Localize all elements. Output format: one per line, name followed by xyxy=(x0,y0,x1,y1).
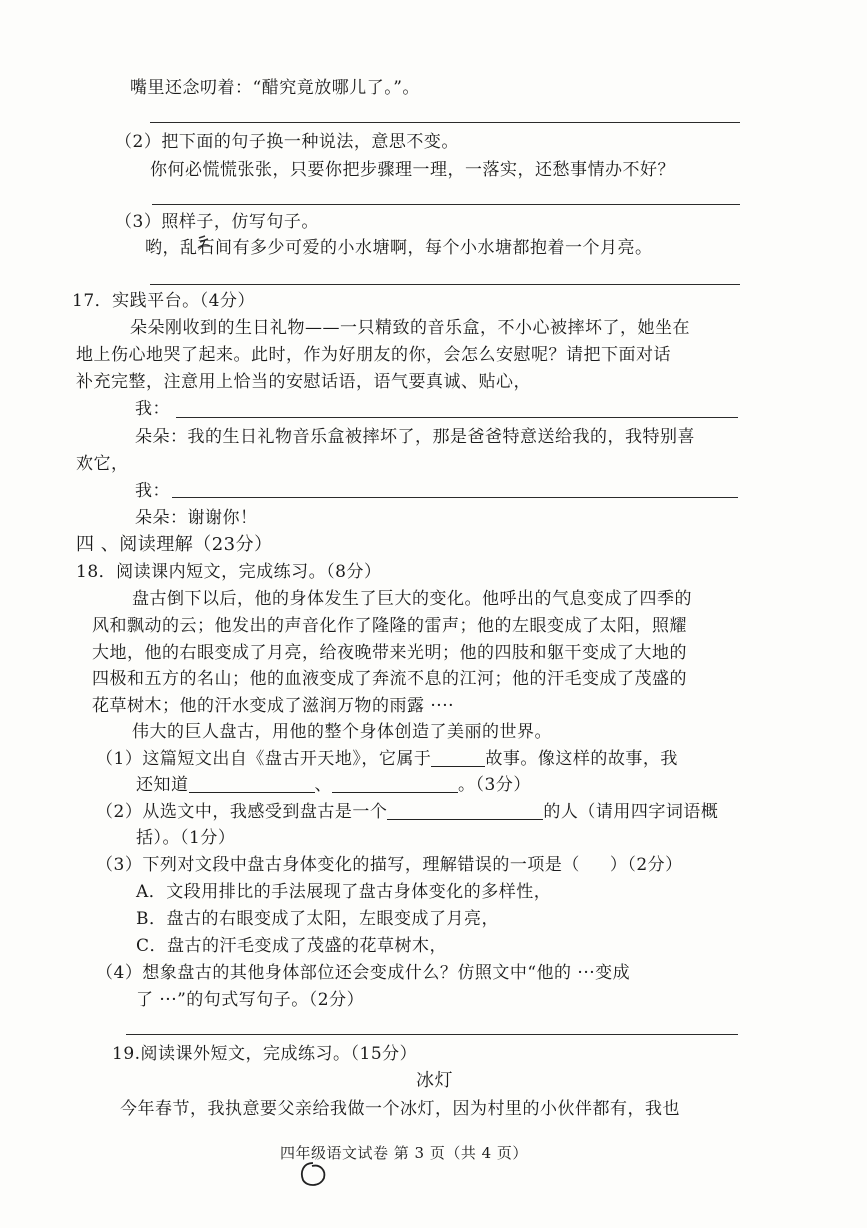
q18-sub1-cont: 还知道 、 。（3分） xyxy=(136,775,531,795)
passage-line: 盘古倒下以后，他的身体发生了巨大的变化。他呼出的气息变成了四季的 xyxy=(132,589,692,609)
dialog-me-label: 我： xyxy=(135,399,170,419)
q18-sub1: （1）这篇短文出自《盘古开天地》，它属于 故事。像这样的故事，我 xyxy=(96,749,678,769)
story-blank-2[interactable] xyxy=(332,774,458,793)
option-c: C．盘古的汗毛变成了茂盛的花草树木， xyxy=(136,936,448,956)
q3-title: （3）照样子，仿写句子。 xyxy=(115,212,319,232)
dialog-answer-line[interactable] xyxy=(172,497,738,498)
answer-line xyxy=(152,204,740,205)
story-blank-1[interactable] xyxy=(189,774,315,793)
story-title: 冰灯 xyxy=(416,1070,453,1091)
q2-title: （2）把下面的句子换一种说法，意思不变。 xyxy=(115,132,459,152)
dialog-duoduo-text: 欢它， xyxy=(76,454,129,474)
q18-sub2-cont: 括）。（1分） xyxy=(136,828,236,848)
dialog-me-label: 我： xyxy=(135,481,170,501)
answer-line[interactable] xyxy=(126,1034,738,1035)
passage-line: 花草树木；他的汗水变成了滋润万物的雨露 ···· xyxy=(92,696,455,716)
genre-blank[interactable] xyxy=(431,748,485,767)
answer-line xyxy=(150,284,740,285)
passage-line: 大地，他的右眼变成了月亮，给夜晚带来光明；他的四肢和躯干变成了大地的 xyxy=(92,643,687,663)
story-first-line: 今年春节，我执意要父亲给我做一个冰灯，因为村里的小伙伴都有，我也 xyxy=(120,1099,680,1119)
dialog-answer-line[interactable] xyxy=(176,417,738,418)
q2-sentence: 你何必慌慌张张，只要你把步骤理一理，一落实，还愁事情办不好？ xyxy=(150,160,675,180)
q17-paragraph-line: 朵朵刚收到的生日礼物——一只精致的音乐盒，不小心被摔坏了，她坐在 xyxy=(130,318,690,338)
passage-line: 风和飘动的云；他发出的声音化作了隆隆的雷声；他的左眼变成了太阳，照耀 xyxy=(92,616,687,636)
passage-line: 伟大的巨人盘古，用他的整个身体创造了美丽的世界。 xyxy=(132,722,552,742)
passage-line: 四极和五方的名山；他的血液变成了奔流不息的江河；他的汗毛变成了茂盛的 xyxy=(92,669,687,689)
answer-line xyxy=(150,122,740,123)
option-b: B．盘古的右眼变成了太阳，左眼变成了月亮， xyxy=(136,909,499,929)
q17-paragraph-line: 补充完整，注意用上恰当的安慰话语，语气要真诚、贴心， xyxy=(76,372,531,392)
q18-sub3: （3）下列对文段中盘古身体变化的描写，理解错误的一项是（ ）（2分） xyxy=(96,855,683,875)
q17-paragraph-line: 地上伤心地哭了起来。此时，作为好朋友的你，会怎么安慰呢？请把下面对话 xyxy=(76,345,671,365)
q18-sub2: （2）从选文中，我感受到盘古是一个 的人（请用四字词语概 xyxy=(96,802,719,822)
option-a: A．文段用排比的手法展现了盘古身体变化的多样性， xyxy=(136,882,552,902)
q3-example-sentence: 哟，乱石间有多少可爱的小水塘啊，每个小水塘都抱着一个月亮。 xyxy=(145,238,653,258)
page-footer: 四年级语文试卷 第 3 页（共 4 页） xyxy=(280,1144,528,1162)
idiom-blank[interactable] xyxy=(387,801,543,820)
q19-title: 19.阅读课外短文，完成练习。（15分） xyxy=(112,1044,418,1064)
previous-answer-text: 嘴里还念叨着：“醋究竟放哪儿了。”。 xyxy=(130,78,420,98)
q18-sub4-cont: 了 ···”的句式写句子。（2分） xyxy=(136,990,365,1010)
handwritten-circle-icon xyxy=(298,1160,328,1188)
dialog-duoduo-text: 朵朵：谢谢你！ xyxy=(135,508,258,528)
q18-sub4: （4）想象盘古的其他身体部位还会变成什么？仿照文中“他的 ···变成 xyxy=(96,963,631,983)
q17-title: 17．实践平台。（4分） xyxy=(72,291,255,311)
q18-title: 18．阅读课内短文，完成练习。（8分） xyxy=(76,562,382,582)
dialog-duoduo-text: 朵朵：我的生日礼物音乐盒被摔坏了，那是爸爸特意送给我的，我特别喜 xyxy=(135,427,695,447)
section-four-heading: 四 、阅读理解（23分） xyxy=(76,534,273,555)
